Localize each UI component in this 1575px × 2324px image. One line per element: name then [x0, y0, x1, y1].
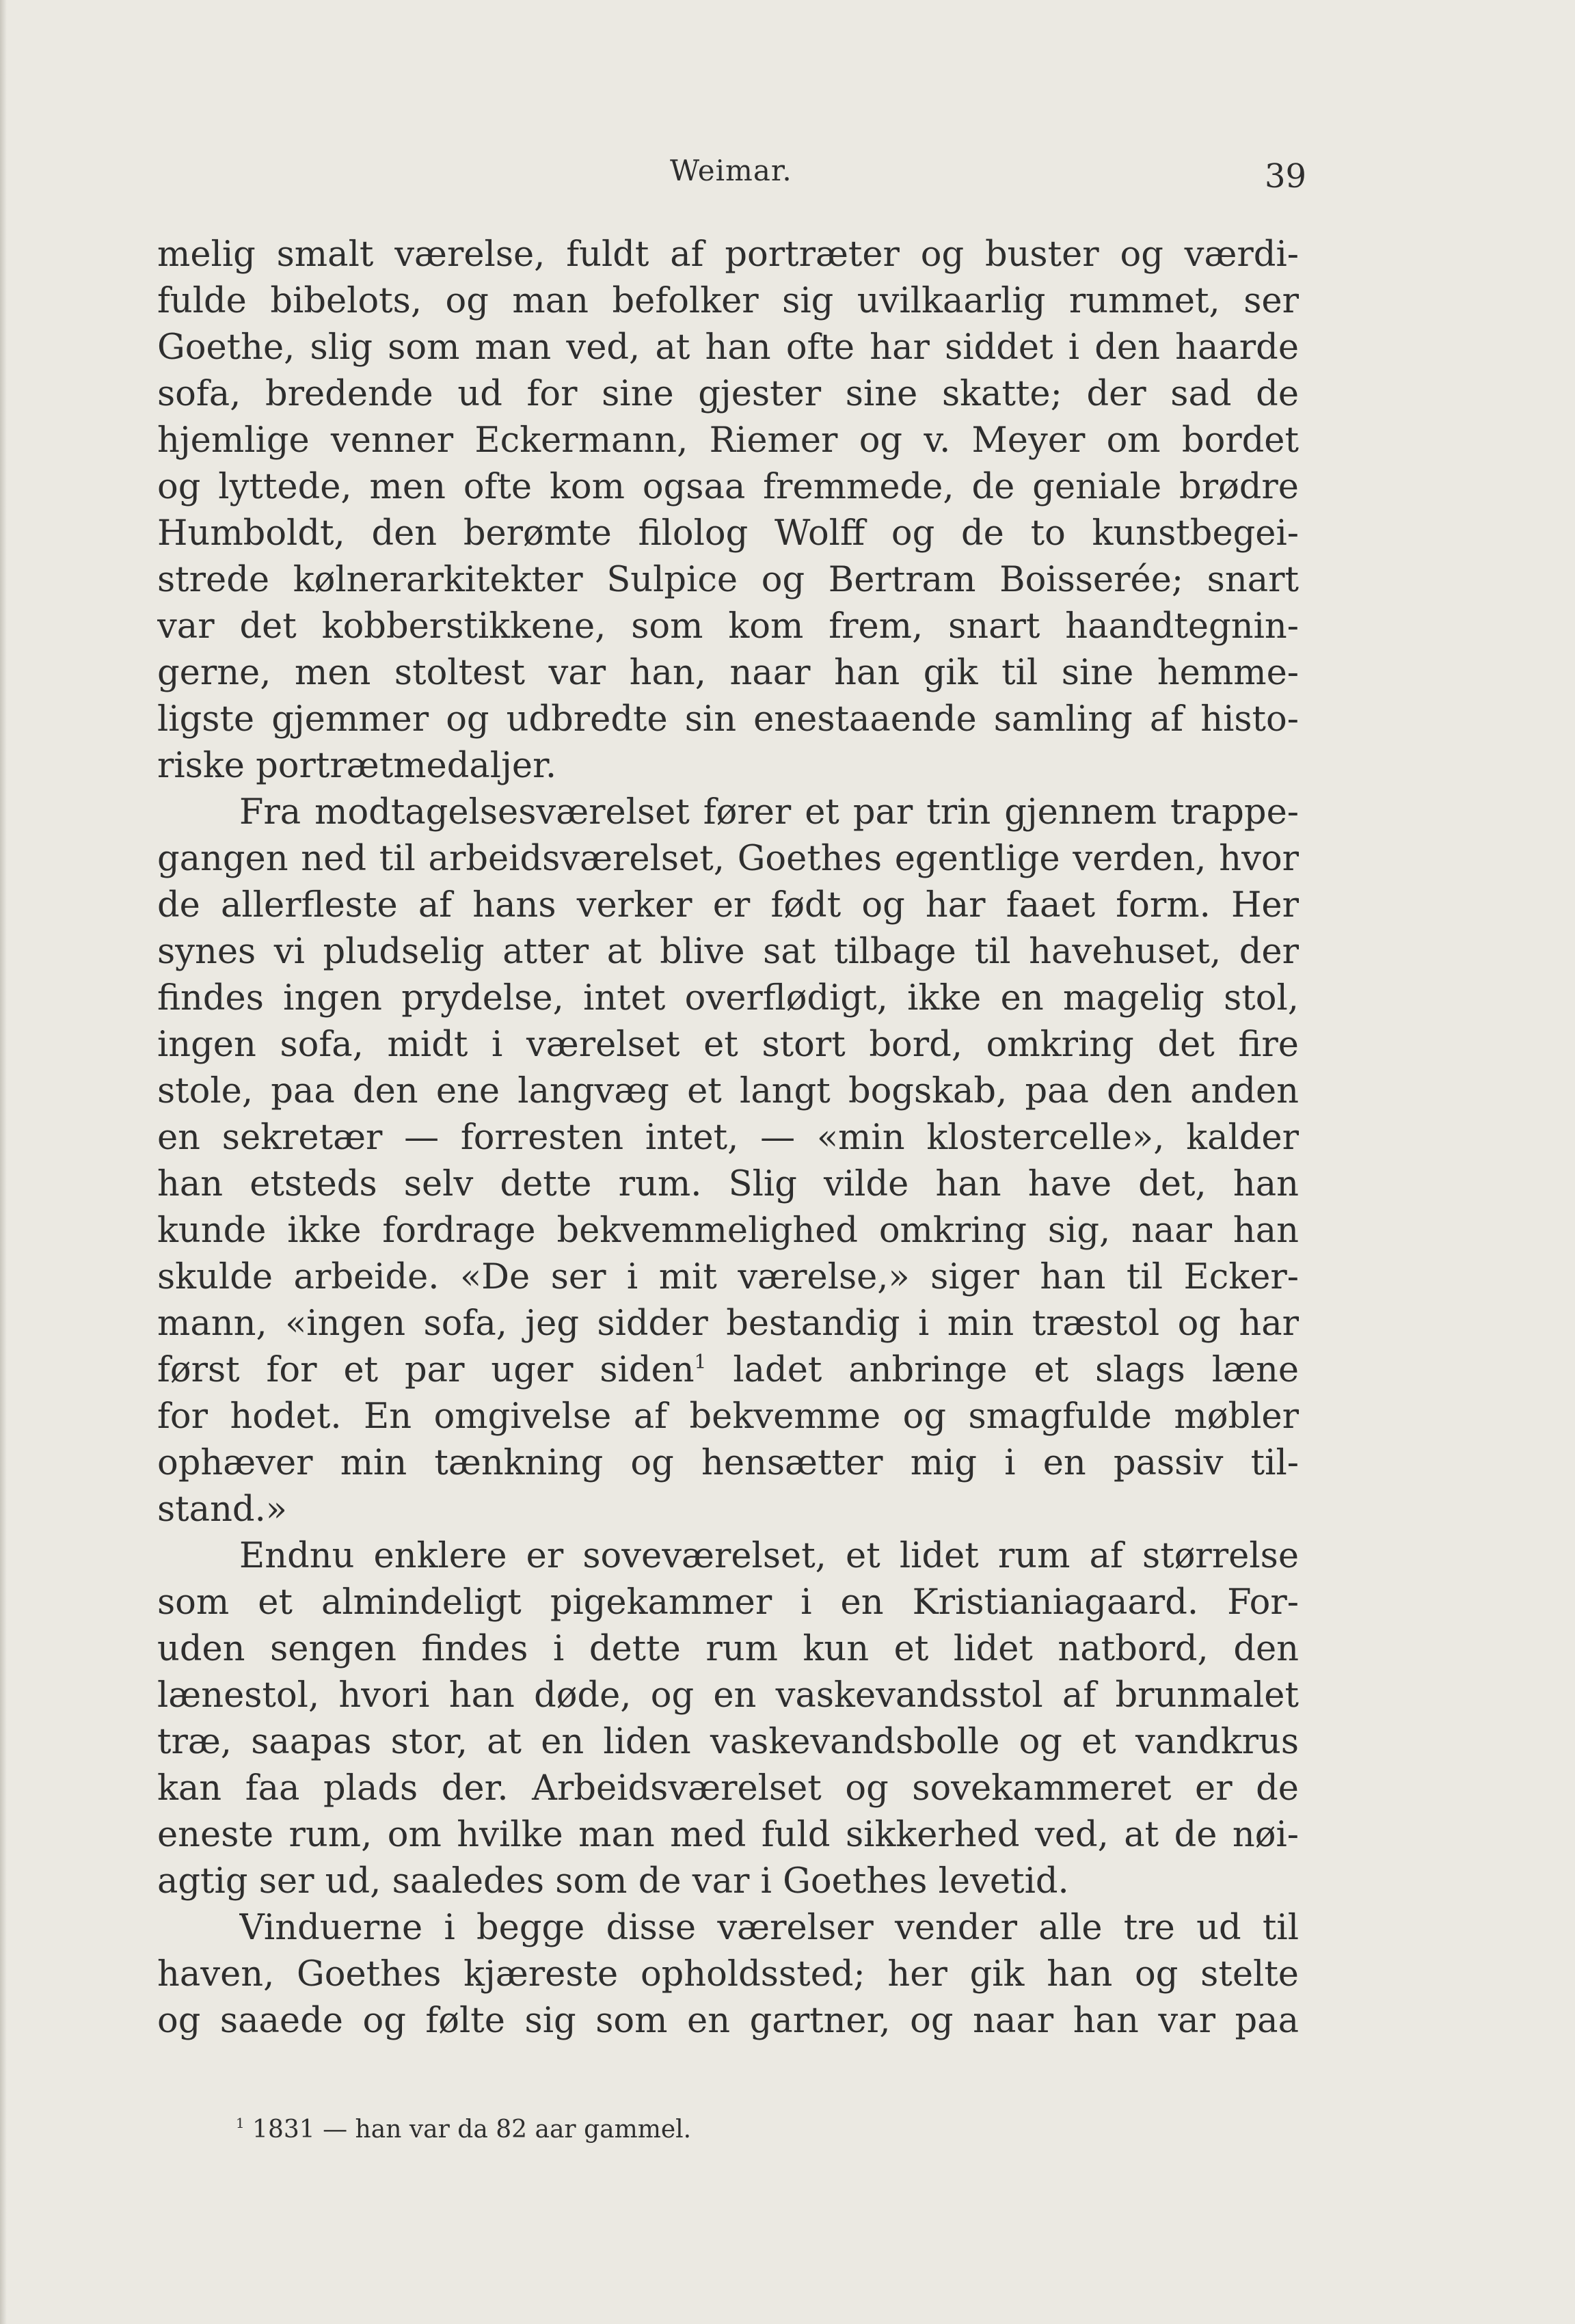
text-line: haven, Goethes kjæreste opholdssted; her gik han og stelte [157, 1954, 1299, 1995]
text-line: skulde arbeide. «De ser i mit værelse,» siger han til Ecker- [157, 1257, 1299, 1297]
footnote-text: 1831 — han var da 82 aar gammel. [252, 2116, 692, 2144]
text-line: strede kølnerarkitekter Sulpice og Bertram Boisserée; snart [157, 560, 1299, 600]
text-line: de allerfleste af hans verker er født og har faaet form. Her [157, 885, 1299, 925]
text-line: træ, saapas stor, at en liden vaskevandsbolle og et vandkrus [157, 1722, 1299, 1762]
text-line: lænestol, hvori han døde, og en vaskevandsstol af brunmalet [157, 1675, 1299, 1716]
text-line: findes ingen prydelse, intet overflødigt, ikke en magelig stol, [157, 978, 1299, 1018]
text-line: og lyttede, men ofte kom ogsaa fremmede, de geniale brødre [157, 467, 1299, 507]
text-line: sofa, bredende ud for sine gjester sine skatte; der sad de [157, 374, 1299, 414]
text-line: kunde ikke fordrage bekvemmelighed omkring sig, naar han [157, 1211, 1299, 1251]
text-line: hjemlige venner Eckermann, Riemer og v. Meyer om bordet [157, 420, 1299, 461]
text-line: for hodet. En omgivelse af bekvemme og smagfulde møbler [157, 1396, 1299, 1437]
page-number: 39 [1265, 157, 1307, 195]
text-line: var det kobberstikkene, som kom frem, snart haandtegnin- [157, 606, 1299, 647]
text-line: gangen ned til arbeidsværelset, Goethes egentlige verden, hvor [157, 839, 1299, 879]
text-line: Fra modtagelsesværelset fører et par trin gjennem trappe- [239, 792, 1299, 833]
text-line-with-footnote-ref [157, 1348, 1299, 1393]
text-fragment: ladet anbringe et slags læne [733, 1350, 1299, 1390]
text-line: stand.» [157, 1489, 287, 1530]
footnote-ref: 1 [694, 1350, 707, 1373]
text-line: som et almindeligt pigekammer i en Kristianiagaard. For- [157, 1582, 1299, 1623]
text-line: Vinduerne i begge disse værelser vender alle tre ud til [239, 1908, 1299, 1948]
text-line: uden sengen findes i dette rum kun et lidet natbord, den [157, 1629, 1299, 1669]
text-line: Goethe, slig som man ved, at han ofte har siddet i den haarde [157, 327, 1299, 368]
text-line: ingen sofa, midt i værelset et stort bord, omkring det fire [157, 1025, 1299, 1065]
running-head: Weimar. [670, 154, 792, 187]
footnote-marker: 1 [236, 2116, 245, 2132]
text-line: mann, «ingen sofa, jeg sidder bestandig i min træstol og har [157, 1303, 1299, 1344]
text-line: ophæver min tænkning og hensætter mig i en passiv til- [157, 1443, 1299, 1483]
text-line: melig smalt værelse, fuldt af portræter og buster og værdi- [157, 234, 1299, 275]
footnote [236, 2116, 691, 2144]
text-line: fulde bibelots, og man befolker sig uvilkaarlig rummet, ser [157, 281, 1299, 321]
text-line: synes vi pludselig atter at blive sat tilbage til havehuset, der [157, 932, 1299, 972]
page-edge [0, 0, 7, 2324]
text-line: en sekretær — forresten intet, — «min klostercelle», kalder [157, 1118, 1299, 1158]
text-line: og saaede og følte sig som en gartner, og naar han var paa [157, 2001, 1299, 2041]
text-line: eneste rum, om hvilke man med fuld sikkerhed ved, at de nøi- [157, 1815, 1299, 1855]
text-line: kan faa plads der. Arbeidsværelset og sovekammeret er de [157, 1768, 1299, 1809]
text-line: riske portrætmedaljer. [157, 746, 557, 786]
text-line: ligste gjemmer og udbredte sin enestaaende samling af histo- [157, 699, 1299, 740]
text-line: gerne, men stoltest var han, naar han gik til sine hemme- [157, 653, 1299, 693]
text-line: han etsteds selv dette rum. Slig vilde han have det, han [157, 1164, 1299, 1204]
text-line: Endnu enklere er soveværelset, et lidet rum af størrelse [239, 1536, 1299, 1576]
text-line: stole, paa den ene langvæg et langt bogskab, paa den anden [157, 1071, 1299, 1111]
text-line: Humboldt, den berømte filolog Wolff og de to kunstbegei- [157, 513, 1299, 554]
text-fragment: først for et par uger siden [157, 1350, 695, 1390]
text-line: agtig ser ud, saaledes som de var i Goethes levetid. [157, 1861, 1069, 1902]
